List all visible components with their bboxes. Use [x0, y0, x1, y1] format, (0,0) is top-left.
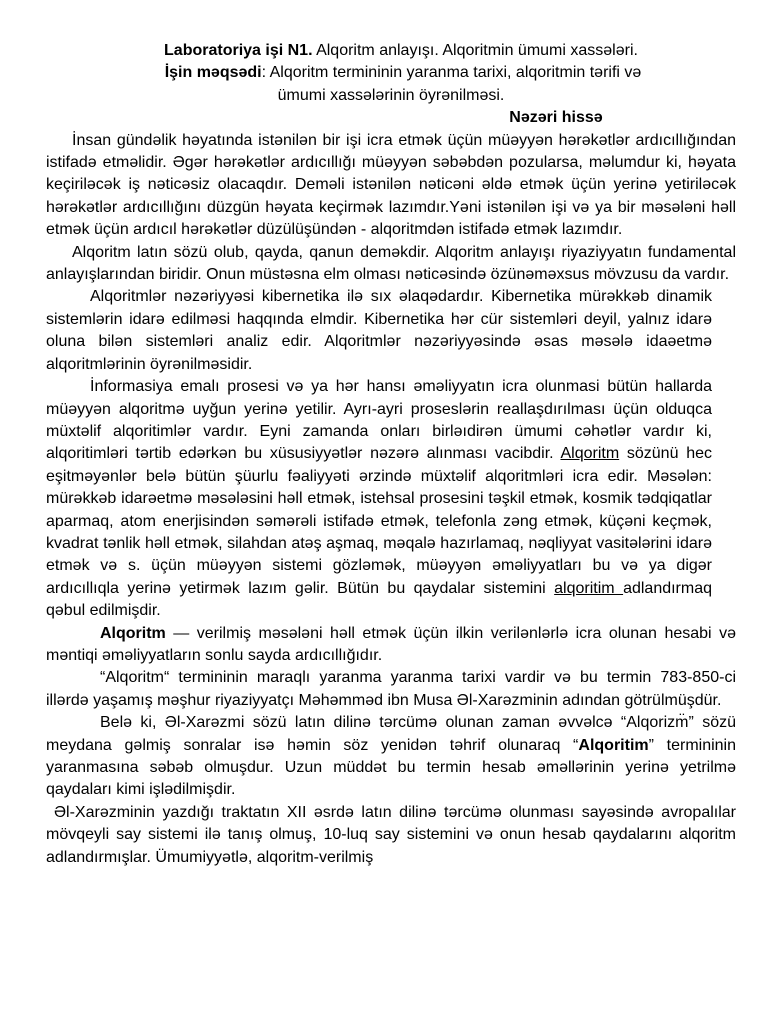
paragraph-6: “Alqoritm“ termininin maraqlı yaranma yaranma tarixi vardir və bu termin 783-850-ci illərdə yaşamış məşhur riyaziyyatçı Məhəmməd ibn Musa Əl-Xarəzminin adından götrülmüşdür.	[46, 669, 736, 709]
definition-text: — verilmiş məsələni həll etmək üçün ilkin verilənlərlə icra olunan hesabi və məntiqi əməliyyatların sonlu sayda ardıcıllığıdır.	[46, 624, 736, 664]
lab-title	[66, 40, 736, 62]
paragraph-7-part-2: ” termininin yaranmasına səbəb olmuşdur. Uzun müddət bu termin hesab əməllərinin yerinə yetrilmə qaydaları kimi işlədilmişdir.	[46, 736, 737, 799]
definition-term: Alqoritm	[100, 624, 166, 642]
alqoritim-term: Alqoritim	[578, 736, 649, 754]
paragraph-8: Əl-Xarəzminin yazdığı traktatın XII əsrdə latın dilinə tərcümə olunması sayəsində avropalılar mövqeyli say sistemi ilə tanış olmuş, 10-luq say sistemini və onun hesab qaydalarını alqoritm adlandırmışlar. Ümumiyyətlə, alqoritm-verilmiş	[46, 803, 736, 866]
purpose-line-2: ümumi xassələrinin öyrənilməsi.	[277, 86, 505, 104]
paragraph-7-part-1: Belə ki, Əl-Xarəzmi sözü latın dilinə tərcümə olunan zaman əvvəlcə “Alqorizm̈” sözü meydana gəlmiş sonralar isə həmin söz yenidən təhrif olunaraq “	[46, 714, 736, 754]
paragraph-5	[46, 623, 736, 668]
lab-title-rest: Alqoritm anlayışı. Alqoritmin ümumi xassələri.	[312, 42, 638, 59]
section-heading	[46, 107, 736, 129]
purpose-label: İşin məqsədi	[164, 64, 262, 82]
paragraph-1: İnsan gündəlik həyatında istənilən bir işi icra etmək üçün müəyyən hərəkətlər ardıcıllığından istifadə etməlidir. Əgər hərəkətlər ardıcıllığı müəyyən səbəbdən pozularsa, məlumdur ki, həyata keçiriləcək iş nəticəsiz olacaqdır. Deməli istənilən nəticəni əldə etmək üçün yerinə yetiriləcək hərəkətlər ardıcıllığını düzgün həyata keçirmək lazımdır.Yəni istənilən işi və ya bir məsələni həll etmək üçün ardıcıl hərəkətlər düzülüşündən - alqoritmdən istifadə etmək lazımdır.	[46, 131, 736, 239]
lab-title-bold: Laboratoriya işi N1.	[164, 42, 313, 59]
paragraph-4-part-2: sözünü hec eşitməyənlər belə bütün şüurlu fəaliyyəti ərzində müxtəlif alqoritmləri icra edir. Məsələn: mürəkkəb idarəetmə məsələsini həll etmək, istehsal prosesini təşkil etmək, kosmik tədqiqatlar aparmaq, atom enerjisindən səmərəli istifadə etmək, telefonla zəng etmək, küçəni keçmək, kvadrat tənlik həll etmək, silahdan atəş aşmaq, məqalə hazırlamaq, nəqliyyat vasitələrini idarə etmək və s. üçün müəyyən sistemi gözləmək, müəyyən əməliyyatları bu və ya digər ardıcıllıqla yerinə yetirmək lazım gəlir. Bütün bu qaydalar sistemini	[46, 445, 712, 597]
alqoritim-link[interactable]: alqoritim	[554, 579, 624, 597]
section-heading-text: Nəzəri hissə	[509, 109, 603, 127]
paragraph-7	[46, 712, 736, 802]
paragraph-4	[46, 376, 712, 622]
alqoritm-link[interactable]: Alqoritm	[560, 445, 620, 463]
paragraph-4-part-1: İnformasiya emalı prosesi və ya hər hansı əməliyyatın icra olunmasi bütün hallarda müəyyən alqoritmə uyğun yerinə yetilir. Ayrı-ayri proseslərin reallaşdırılması üçün olduqca müxtəlif alqoritimlər vardır. Eyni zamanda onları birləıdirən ümumi cəhətlər vardır ki, alqoritimləri tərtib edərkən bu xüsusiyyətlər nəzərə alınması vacibdir.	[46, 378, 712, 463]
paragraph-2: Alqoritm latın sözü olub, qayda, qanun deməkdir. Alqoritm anlayışı riyaziyyatın fundamental anlayışlarından biridir. Onun müstəsna elm olması nəticəsində özünəməxsus mövzusu da vardır.	[46, 243, 736, 284]
purpose-text: : Alqoritm termininin yaranma tarixi, alqoritmin tərifi və	[261, 64, 642, 82]
purpose-line	[70, 62, 736, 84]
paragraph-4-part-3: adlandırmaq qəbul edilmişdir.	[46, 579, 713, 620]
paragraph-3: Alqoritmlər nəzəriyyəsi kibernetika ilə sıx əlaqədardır. Kibernetika mürəkkəb dinamik sistemlərin idarə edilməsi haqqında elmdir. Kibernetika hər cür sistemləri deyil, yalnız idarə oluna bilən sistemləri analiz edir. Alqoritmlər nəzəriyyəsində əsas məsələ idaəetmə alqoritmlərinin öyrənilməsidir.	[46, 288, 712, 373]
